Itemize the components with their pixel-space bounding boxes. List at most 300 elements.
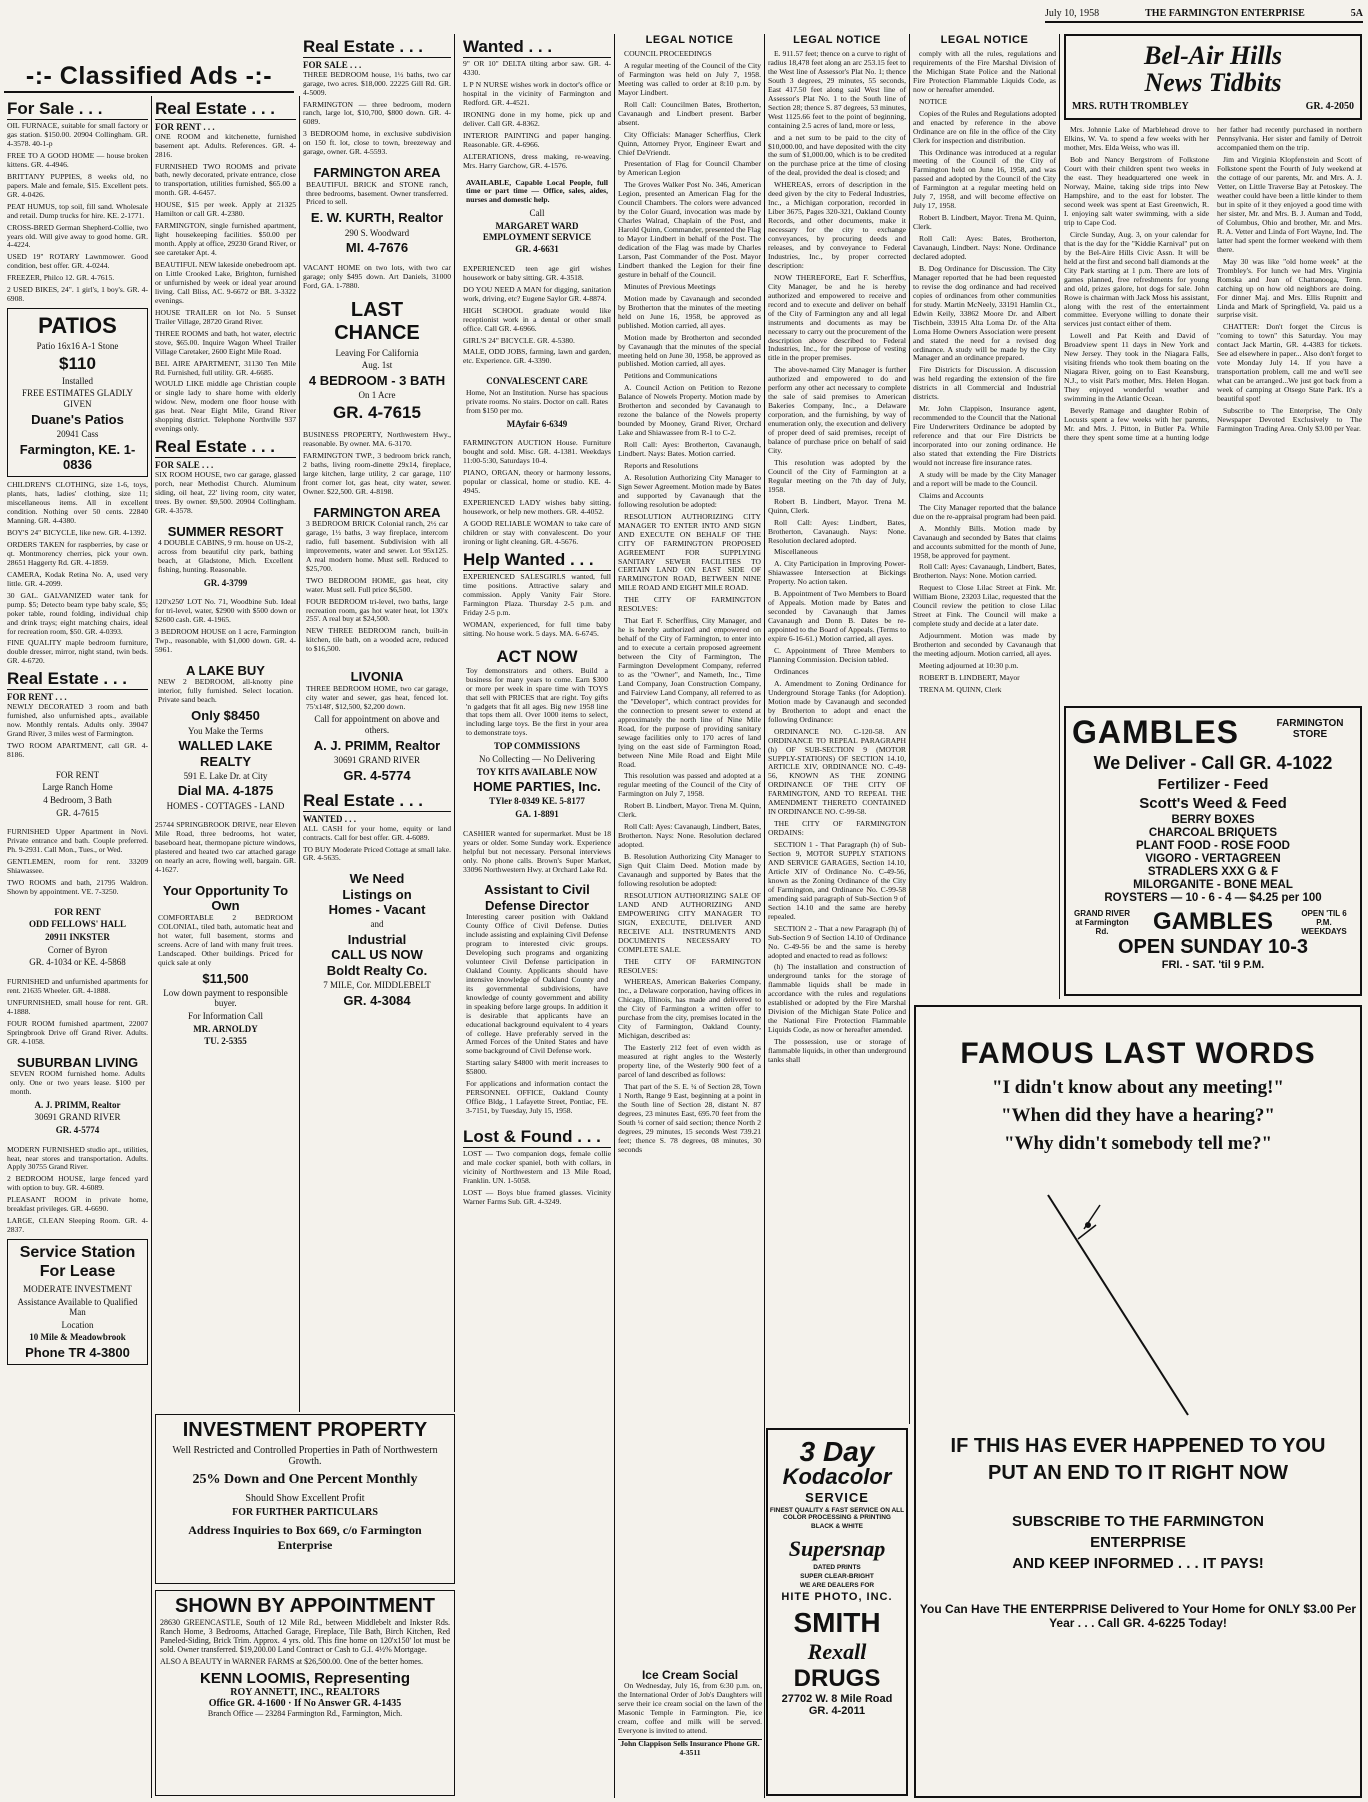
col2-sub: FOR RENT . . . <box>155 122 215 133</box>
col3-wanted-heading: Real Estate . . . <box>303 791 451 812</box>
paragraph: Circle Sunday, Aug. 3, on your calendar for that is the day for the "Kiddie Karnival" put on by the Bel-Aire Hills Civic Assn. It will be held at the first and second ball diamonds at the City Park starting at 1 p.m. There are lots of games planned, free refreshments for young and old, prizes galore, hot dogs for sale. John Rowe is chairman with Jack Moss his assistant, along with the rest of the entertainment committee. Everyone willing to donate their services just contact either of them. <box>1064 229 1209 329</box>
paragraph: Fire Districts for Discussion. A discussion was held regarding the extension of the fire districts in all Commercial and Industrial districts. <box>913 365 1056 402</box>
suburban-living-ad <box>7 1051 148 1142</box>
legal-heading-3: LEGAL NOTICE <box>940 34 1029 46</box>
classified-ad: FARMINGTON TWP., 3 bedroom brick ranch, 2 baths, living room-dinette 29x14, fireplace, large kitchen, large utility, 2 car garage, 110' front corner lot, gas heat, city water, sewer. Owner. $22,500. GR. 4-8198. <box>303 450 451 496</box>
act-heading: ACT NOW <box>496 646 578 666</box>
livonia-body: THREE BEDROOM HOME, two car garage, city water and sewer, gas heat, fenced lot. 75'x148', $12,500, $2,200 down. <box>306 683 448 711</box>
smith-name: SMITH <box>793 1607 881 1638</box>
kodak-clear: SUPER CLEAR-BRIGHT <box>800 1573 874 1580</box>
showby-office: Office GR. 4-1600 · If No Answer GR. 4-1435 <box>208 1698 402 1709</box>
suburban-body: SEVEN ROOM furnished home. Adults only. One or two years lease. $100 per month. <box>10 1068 145 1096</box>
showby-branch: Branch Office — 23284 Farmington Rd., Farmington, Mich. <box>207 1709 403 1718</box>
livonia-ad <box>303 665 451 787</box>
classified-ad: CASHIER wanted for supermarket. Must be 18 years or older. Some Sunday work. Experience helpful but not necessary. Personal interviews only. No phone calls. Brown's Super Market, 33096 Northwestern Hwy. at Orchard Lake Rd. <box>463 828 611 874</box>
convalescent-care-ad <box>463 370 611 435</box>
area1-heading: FARMINGTON AREA <box>313 165 441 181</box>
classified-ad: USED 19" ROTARY Lawnmower. Good condition, best offer. GR. 4-0244. <box>7 252 148 271</box>
bel-air-title2: News Tidbits <box>1144 68 1282 98</box>
paragraph: The above-named City Manager is further authorized and empowered to do and perform any other act necessary to complete the sale of said premises to American Bakeries Company, Inc., a Delaware corporation, and the furnishing, by way of enumeration only, the execution and delivery of proper deed of said premises, receipt of balance of purchase price on behalf of said City. <box>768 365 906 455</box>
bel-air-title1: Bel-Air Hills <box>1144 41 1282 70</box>
gambles-loc: GRAND RIVER at Farmington Rd. <box>1073 908 1130 936</box>
livonia-l1: Call for appointment on above and others. <box>314 714 440 736</box>
gambles-logo: GAMBLES <box>1072 714 1239 750</box>
kodak-kodacolor: Kodacolor <box>782 1464 892 1489</box>
column-4 <box>460 34 615 1798</box>
chance-l4: On 1 Acre <box>358 390 396 401</box>
classified-ad: ALTERATIONS, dress making, re-weaving. Mrs. Harry Garchow, GR. 4-1576. <box>463 151 611 170</box>
service-l3: Location <box>61 1319 94 1330</box>
listings-l2: Listings on <box>342 886 412 902</box>
paragraph: CHATTER: Don't forget the Circus is "coming to town" this Saturday. You may contact Jack Martin, GR. 4-4383 for tickets. See ad elsewhere in paper... Also don't forget to vote Monday July 14. If you have a transportation problem, call me and we'll see what can be arranged...We just got back from a week of camping at Otsego State Park. It's a beautiful spot! <box>1217 322 1362 404</box>
famous-fine: You Can Have THE ENTERPRISE Delivered to Your Home for ONLY $3.00 Per Year . . . Call GR. 4-6225 Today! <box>919 1602 1357 1630</box>
service-l1: MODERATE INVESTMENT <box>23 1283 132 1294</box>
classified-ad: CHILDREN'S CLOTHING, size 1-6, toys, plants, hats, ladies' clothing, size 11; miscellaneous items. All in excellent condition. Nothing over 50 cents. 22840 Manning. GR. 4-4380. <box>7 480 148 526</box>
rent-ads <box>7 703 148 760</box>
famous-last-words-ad <box>914 1005 1362 1798</box>
famous-q3: "Why didn't somebody tell me?" <box>1003 1133 1273 1154</box>
act-body: Toy demonstrators and others. Build a business for many years to come. Earn $300 or more per week in spare time with TOYS that sell with PRICES that are right. Toy gifts 'n gadgets that fit all ages. Big new 1958 line that tops them all. Over 1000 items to select, including large toys. Be the first in your area to demonstrate toys. <box>466 665 608 738</box>
opp-heading: Your Opportunity To Own <box>162 883 289 914</box>
classified-ad: FREEZER, Philco 12. GR. 4-7615. <box>7 273 115 283</box>
hall-l5: GR. 4-1034 or KE. 4-5868 <box>29 957 126 968</box>
for-sale-ads-2 <box>7 481 148 666</box>
listings-l5: Industrial <box>347 932 407 948</box>
listings-l1: We Need <box>349 871 405 887</box>
classified-ad: 120'x250' LOT No. 71, Woodbine Sub. Ideal for tri-level, water, $2900 with $500 down or $2600 cash. GR. 4-1965. <box>155 597 296 625</box>
opp-body: COMFORTABLE 2 BEDROOM COLONIAL, tiled bath, automatic heat and hot water, full basement, storms and screens. Acre of land with many fruit trees. Landscaped. Other buildings. Priced for quick sale at only <box>158 912 293 967</box>
patios-price: $110 <box>59 353 96 373</box>
area1-phone: MI. 4-7676 <box>345 240 409 256</box>
legal-column-2 <box>765 34 910 1424</box>
col3-ads-3 <box>303 431 451 497</box>
classified-ad: OIL FURNACE, suitable for small factory or gas station. $150.00. 20904 Collingham. GR. 4-3578. 40-1-p <box>7 121 148 148</box>
paragraph: This resolution was passed and adopted at a regular meeting of the Council of the City of Farmington on July 7, 1958. <box>618 771 761 799</box>
patios-estimates: FREE ESTIMATES GLADLY GIVEN <box>21 388 134 410</box>
paragraph: A. Amendment to Zoning Ordinance for Underground Storage Tanks (for Adoption). Motion made by Cavanaugh and seconded by Brotherton to adopt and enact the following Ordinance: <box>768 678 906 724</box>
lake-l2: HOMES - COTTAGES - LAND <box>166 800 285 811</box>
legal-text-1 <box>618 50 761 1155</box>
col2-sale-ads-3 <box>155 821 296 875</box>
lake-name: WALLED LAKE REALTY <box>178 738 273 769</box>
gambles-store: FARMINGTON STORE <box>1276 718 1344 740</box>
gambles-ad <box>1064 706 1362 996</box>
paragraph: SECTION 2 - That a new Paragraph (h) of Sub-Section 9 of Section 14.10 of Ordinance No. C-49-56 be and the same is hereby adopted and enacted to read as follows: <box>768 923 906 960</box>
classified-ad: LOST — Two companion dogs, female collie and male cocker spaniel, both with collars, in vicinity of Northwestern and 13 Mile Road, Franklin. UN. 1-5058. <box>463 1149 611 1185</box>
gambles-list <box>1072 814 1354 904</box>
paragraph: THE CITY OF FARMINGTON RESOLVES: <box>618 956 761 975</box>
classified-ad: GIRL'S 24" BICYCLE. GR. 4-5380. <box>463 335 575 345</box>
area2-body: 3 BEDROOM BRICK Colonial ranch, 2½ car garage, 1½ baths, 3 way fireplace, intercom radio, full basement. Subdivision with all improvements, water and sewer. Lot 95x125. A real modern home. Must sell. Reduced to $25,700. <box>306 518 448 573</box>
paragraph: WHEREAS, American Bakeries Company, Inc., a Delaware corporation, having offices in Chicago, Illinois, has made and delivered to the City of Farmington a written offer to purchase from the city, premises located in the City of Farmington, Oakland County, Michigan, described as: <box>618 977 761 1041</box>
civil-body: Interesting career position with Oakland County Office of Civil Defense. Duties include assisting and explaining Civil Defense program to interested civic groups. Developing such programs and organizing volunteer Civil Defense participation in Oakland County. Applicants should have intensive knowledge of Oakland County and its governmental subdivisions, have knowledge of county government and ability in speaking before large groups. In addition it is desirable that applicants have an educational background equivalent to 4 years of college. Have preferably served in the Armed Forces of the United States and have some background of Civil Defense work. <box>466 912 608 1056</box>
service-l4: 10 Mile & Meadowbrook <box>29 1332 126 1343</box>
paragraph: NOTICE <box>919 96 947 106</box>
civil-defense-ad <box>463 878 611 1123</box>
classified-ad: FARMINGTON, single furnished apartment, light housekeeping facilities. $50.00 per month. Apply at office, 29230 Grand River, or see caretaker Apt. 4. <box>155 221 296 258</box>
area2-b3: FOUR BEDROOM tri-level, two baths, large recreation room, gas hot water heat, lot 130'x 255'. A real buy at $24,500. <box>306 596 448 624</box>
classified-ad: FURNISHED TWO ROOMS and private bath, newly decorated, private entrance, close to transportation, utilities furnished, $65.00 a month. GR. 4-6457. <box>155 161 296 198</box>
paragraph: Roll Call: Ayes: Bates, Brotherton, Cavanaugh, Lindbert. Nays: None. Ordinance declared adopted. <box>913 234 1056 261</box>
famous-sub2: ENTERPRISE <box>1090 1534 1186 1551</box>
conv-phone: MAyfair 6-6349 <box>506 418 568 429</box>
lake-heading: A LAKE BUY <box>186 663 265 679</box>
classified-ad: MALE, ODD JOBS, farming, lawn and garden, etc. Experience. GR. 4-3390. <box>463 347 611 366</box>
classified-ad: THREE BEDROOM house, 1½ baths, two car garage, two acres. $18,000. 22225 Gill Rd. GR. 4-5009. <box>303 69 451 97</box>
col3-heading: Real Estate . . . <box>303 37 451 58</box>
paragraph: TRENA M. QUINN, Clerk <box>919 684 1002 694</box>
area2-b4: NEW THREE BEDROOM ranch, built-in kitchen, tile bath, on a wooded acre, reduced to $16,500. <box>306 626 448 654</box>
opp-l2: For Information Call <box>188 1011 263 1022</box>
bel-air-news <box>1064 34 1362 694</box>
invest-l3: Should Show Excellent Profit <box>245 1493 365 1504</box>
paragraph: This resolution was adopted by the Council of the City of Farmington at a Regular meeting on the 7th day of July, 1958. <box>768 457 906 494</box>
gambles-l2: Scott's Weed & Feed <box>1139 795 1287 812</box>
gambles-sunday: OPEN SUNDAY 10-3 <box>1117 936 1309 958</box>
legal-heading-1: LEGAL NOTICE <box>645 34 734 46</box>
classified-ad: 9" OR 10" DELTA tilting arbor saw. GR. 4-4330. <box>463 59 611 77</box>
paragraph: Robert B. Lindbert, Mayor. Trena M. Quinn, Clerk. <box>768 496 906 515</box>
falling-man-illustration <box>1008 1165 1268 1425</box>
column-1 <box>4 96 152 1798</box>
ice-cream-social <box>615 1668 765 1798</box>
help-wanted-ads <box>463 573 611 639</box>
classified-ad: INTERIOR PAINTING and paper hanging. Reasonable. GR. 4-6966. <box>463 130 611 149</box>
classified-ad: WOMAN, experienced, for full time baby sitting. No house work. 5 days. MA. 6-6745. <box>463 619 611 638</box>
kodak-3day: 3 Day <box>799 1436 875 1467</box>
paragraph: B. Resolution Authorizing City Manager to Sign Quit Claim Deed. Motion made by Cavanaugh and supported by Bates that the following resolution be adopted: <box>618 852 761 888</box>
listings-name: Boldt Realty Co. <box>326 962 428 978</box>
patios-phone: Farmington, KE. 1-0836 <box>19 441 136 472</box>
bel-air-title-box <box>1064 34 1362 120</box>
classified-ad: NEWLY DECORATED 3 room and bath furnished, also unfurnished apts., available now. Monthly rentals. Adults only. 39047 Grand River, 3 miles west of Farmington. <box>7 702 148 738</box>
classified-ad: FREE TO A GOOD HOME — house broken kittens. GR. 4-4946. <box>7 150 148 169</box>
agency-call: Call <box>529 208 545 219</box>
rent-ranch-l3: 4 Bedroom, 3 Bath <box>43 794 112 805</box>
classified-ad: BUSINESS PROPERTY, Northwestern Hwy., reasonable. By owner. MA. 6-3170. <box>303 429 451 448</box>
investment-property-ad <box>155 1414 455 1584</box>
legal-text-3 <box>913 50 1056 695</box>
resort-body: 4 DOUBLE CABINS, 9 rm. house on US-2, across from beautiful city park, bathing beach, at Gladstone, Mich. Excellent fishing, hunting. Reasonable. <box>158 537 294 574</box>
paragraph: Presentation of Flag for Council Chamber by American Legion <box>618 159 761 178</box>
chance-l1: Leaving For California <box>335 347 419 358</box>
lake-body: NEW 2 BEDROOM, all-knotty pine interior, fully furnished. Select location. Private sand beach. <box>158 677 293 705</box>
classified-ad: SIX ROOM HOUSE, two car garage, glassed porch, near Methodist Church. Aluminum siding, oil heat, 22' living room, city water, trees. By owner. $9,500. 20904 Collingham. GR. 4-3578. <box>155 469 296 515</box>
rent-ranch-l4: GR. 4-7615 <box>56 807 99 818</box>
showby-body: 28630 GREENCASTLE, South of 12 Mile Rd., between Middlebelt and Inkster Rds. Ranch Home, 3 Bedrooms, Attached Garage, Fireplace, Tile Bath, Birch Kitchen, Red Paneled-Siding, Brick Trim. Approx. 4 yrs. old. This fine home on 120'x150' lot must be sold. Owner transferred. $19,200.00 Land Contract or Cash to G.I. 4½% Mortgage. <box>160 1618 450 1654</box>
act-name: HOME PARTIES, Inc. <box>473 779 601 795</box>
classified-ad: FURNISHED and unfurnished apartments for rent. 21635 Wheeler. GR. 4-1888. <box>7 976 148 995</box>
gambles-hours: OPEN 'TIL 6 P.M. WEEKDAYS <box>1301 908 1347 936</box>
paragraph: City Officials: Manager Scherffius, Clerk Quinn, Attorney Pryor, Engineer Ewart and Chief DeVriendt. <box>618 129 761 157</box>
classified-ad: TO BUY Moderate Priced Cottage at small lake. GR. 4-5635. <box>303 844 451 863</box>
lake-price: Only $8450 <box>191 708 260 724</box>
col2-sale-heading: Real Estate . . . <box>155 437 296 458</box>
gambles-fri: FRI. - SAT. 'til 9 P.M. <box>1161 959 1265 971</box>
paragraph: The Easterly 212 feet of even width as measured at right angles to the Westerly property line, of the Westerly 900 feet of a parcel of land described as follows: <box>618 1043 761 1079</box>
suburban-heading: SUBURBAN LIVING <box>16 1054 139 1070</box>
classified-ad: 25744 SPRINGBROOK DRIVE, near Eleven Mile Road, three bedrooms, hot water, baseboard heat, thermopane picture windows, plastered and heated two car attached garage on nearly an acre, flowing well, bargain. GR. 4-1627. <box>155 820 296 875</box>
listings-l4: and <box>370 919 384 930</box>
livonia-phone: GR. 4-5774 <box>343 767 411 783</box>
paragraph: Subscribe to The Enterprise, The Only Newspaper Devoted Exclusively to The Farmington Trading Area. Only $3.00 per Year. <box>1217 405 1362 433</box>
service-phone: Phone TR 4-3800 <box>25 1344 130 1360</box>
bel-air-author: MRS. RUTH TROMBLEY <box>1072 100 1189 112</box>
wanted-ads-3 <box>463 439 611 546</box>
kodacolor-smith-drugs-ad <box>766 1428 908 1796</box>
opp-phone: TU. 2-5355 <box>204 1036 247 1047</box>
act-phone: TYler 8-0349 KE. 5-8177 <box>489 796 585 807</box>
classified-ad: ALL CASH for your home, equity or land contracts. Call for best offer. GR. 4-6089. <box>303 823 451 842</box>
chance-l3: 4 BEDROOM - 3 BATH <box>308 372 446 388</box>
service-hd1: Service Station <box>19 1244 136 1262</box>
service-hd2: For Lease <box>39 1263 116 1281</box>
gambles-list-item: ROYSTERS — 10 - 6 - 4 — $4.25 per 100 <box>1104 892 1322 904</box>
invest-l5: Address Inquiries to Box 669, c/o Farmington Enterprise <box>188 1523 422 1552</box>
lake-buy-ad <box>155 659 296 817</box>
classified-ad: 2 USED BIKES, 24". 1 girl's, 1 boy's. GR. 4-6908. <box>7 285 148 304</box>
area2-heading: FARMINGTON AREA <box>313 504 441 520</box>
paragraph: comply with all the rules, regulations and requirements of the Fire Marshal Division of the Michigan State Police and the National Fire Protection Flammable Liquids Code, as now or hereafter amended. <box>913 48 1056 94</box>
rexall-logo: Rexall <box>807 1639 867 1664</box>
resort-heading: SUMMER RESORT <box>167 523 284 539</box>
opp-name: MR. ARNOLDY <box>193 1023 258 1034</box>
gambles-footer <box>1072 908 1354 936</box>
classified-ad: 2 BEDROOM HOUSE, large fenced yard with option to buy. GR. 4-6089. <box>7 1174 148 1193</box>
lost-found-heading: Lost & Found . . . <box>463 1127 611 1148</box>
patios-line: Patio 16x16 A-1 Stone <box>36 341 119 352</box>
paragraph: Ordinances <box>774 666 809 676</box>
patios-heading: PATIOS <box>38 313 117 339</box>
paragraph: The Groves Walker Post No. 346, American Legion, presented an American Flag for the Council Chambers. The colors were advanced by the Color Guard, invocation was made by Charles Walrad, Chaplain of the Post, and Harold Quinn, Commander, presented the Flag to Mayor Lindbert in behalf of the Post. The dedication of the Flag was made by Charles Larson, Past Commander of the Post. Mayor Lindbert thanked the Legion for their fine gesture in behalf of the Council. <box>618 180 761 279</box>
rent-ranch-ad <box>7 764 148 824</box>
classified-ad: TWO ROOM APARTMENT, call GR. 4-8186. <box>7 740 148 759</box>
civil-l2: For applications and information contact the PERSONNEL OFFICE, Oakland County Office Bldg., 1 Lafayette Street, Pontiac, FE. 3-7151, by Tuesday, July 15, 1958. <box>466 1079 608 1116</box>
paragraph: Miscellaneous <box>774 547 818 557</box>
wanted-heading: Wanted . . . <box>463 37 611 58</box>
invest-l1: Well Restricted and Controlled Properties in Path of Northwestern Growth. <box>172 1445 438 1467</box>
classified-ad: PLEASANT ROOM in private home, breakfast privileges. GR. 4-6690. <box>7 1195 148 1214</box>
paragraph: NOW THEREFORE, Earl F. Scherffius, City Manager, be and he is hereby authorized and empowered to receive and record and to execute and deliver on behalf of the City of Farmington any and all legal instruments and documents as may be necessary to carry out the procurement of the description above described to Federal Industries, Inc., for the purpose of vesting title in the proper premises. <box>768 272 906 363</box>
paragraph: C. Appointment of Three Members to Planning Commission. Decision tabled. <box>768 646 906 664</box>
employment-service-ad <box>463 175 611 261</box>
classified-ad: THREE ROOMS and bath, hot water, electric stove, $65.00. Inquire Wagon Wheel Trailer Village Caretaker, 2600 Eight Mile Road. <box>155 328 296 356</box>
classified-ad: FARMINGTON — three bedroom, modern ranch, large lot, $10,700, $800 down. GR. 4-6089. <box>303 99 451 127</box>
paragraph: THE CITY OF FARMINGTON RESOLVES: <box>618 595 761 614</box>
opp-l1: Low down payment to responsible buyer. <box>163 987 288 1009</box>
bel-air-body <box>1064 126 1362 442</box>
legal-heading-2: LEGAL NOTICE <box>793 34 881 46</box>
classified-ad: 3 BEDROOM home, in exclusive subdivision on 150 ft. lot, close to town, breezeway and garage, owner. GR. 4-5593. <box>303 129 451 157</box>
opp-price: $11,500 <box>202 970 249 986</box>
livonia-name: A. J. PRIMM, Realtor <box>313 737 441 753</box>
paragraph: The possession, use or storage of flammable liquids, in other than underground tanks shall <box>768 1037 906 1064</box>
col3-ads-2 <box>303 264 451 291</box>
lake-addr: 591 E. Lake Dr. at City <box>183 770 268 781</box>
showby-l2: ALSO A BEAUTY in WARNER FARMS at $26,500.00. One of the better homes. <box>160 1657 423 1666</box>
lake-terms: You Make the Terms <box>187 725 264 736</box>
classified-ad: MODERN FURNISHED studio apt., utilities, heat, near stores and transportation. Adults. Apply 30755 Grand River. <box>7 1144 148 1172</box>
area1-body: BEAUTIFUL BRICK and STONE ranch, three bedrooms, basement. Owner transferred. Priced to sell. <box>306 179 448 207</box>
classified-ad: CROSS-BRED German Shepherd-Collie, two years old. Will give away to good home. GR. 4-4224. <box>7 222 148 250</box>
classified-ad: DO YOU NEED A MAN for digging, sanitation work, driving, etc? Eugene Saylor GR. 4-8874. <box>463 284 611 303</box>
paragraph: Bob and Nancy Bergstrom of Folkstone Court with their children spent two weeks in the east. They headquartered one week in Norway, Maine, taking side trips into New Hampshire, and to the east for lobster. The second week was spent at East Greenwich, R. I. enjoying salt water swimming, with a side trip to Cape Cod. <box>1064 155 1209 227</box>
paragraph: A. Resolution Authorizing City Manager to Sign Sewer Agreement. Motion made by Bates and supported by Cavanaugh that the following resolution be adopted: <box>618 472 761 509</box>
act-l2: No Collecting — No Delivering <box>479 753 595 764</box>
paragraph: and a net sum to be paid to the city of $10,000.00, and have deposited with the city the sum of $1,000.00, which is to be credited on the purchase price at the time of closing of the deal, provided the deal is closed; and <box>768 132 906 178</box>
famous-cta2: PUT AN END TO IT RIGHT NOW <box>988 1462 1288 1484</box>
for-sale-ads <box>7 122 148 304</box>
agency-phone: GR. 4-6631 <box>515 244 559 255</box>
paragraph: WHEREAS, errors of description in the deed given by the city to Federal Industries, Inc., a Michigan corporation, recorded in Liber 3675, Pages 320-321, Oakland County Records, and other documents, make it necessary for the city to exchange conveyances, by procuring deeds and releases, and by conveyance to Federal Industries, Inc., by proper corrected description: <box>768 180 906 270</box>
service-station-ad <box>7 1239 148 1365</box>
col2-heading: Real Estate . . . <box>155 99 296 120</box>
invest-heading: INVESTMENT PROPERTY <box>182 1419 428 1441</box>
col2-sale-ads-2 <box>155 598 296 655</box>
kodak-dealers: WE ARE DEALERS FOR <box>799 1582 875 1589</box>
paragraph: Claims and Accounts <box>919 490 984 500</box>
drugs-label: DRUGS <box>793 1665 881 1692</box>
act-l1: TOP COMMISSIONS <box>493 741 581 752</box>
kodak-dated: DATED PRINTS <box>813 1564 861 1571</box>
classified-ad: HOUSE, $15 per week. Apply at 21325 Hamilton or call GR. 4-2380. <box>155 200 296 219</box>
classified-ad: TWO ROOMS and bath, 21795 Waldron. Shown by appointment. VE. 7-3250. <box>7 877 148 896</box>
suburban-addr: 30691 GRAND RIVER <box>34 1112 121 1123</box>
legal-text-2 <box>768 50 906 1065</box>
classified-ad: PIANO, ORGAN, theory or harmony lessons, popular or classical, home or studio. KE. 4-4945. <box>463 468 611 496</box>
paragraph: ROBERT B. LINDBERT, Mayor <box>919 672 1020 682</box>
paragraph: SECTION 1 - That Paragraph (h) of Sub-Section 9, MOTOR SUPPLY STATIONS AND SERVICE GARAGES, Section 14.10, Article XIV of Ordinance No. C-49-56, known as the Zoning Ordinance of the City of Farmington, and Ordinance No. C-99-58 amending said paragraph of Sub-Section 9 of Section 14.10 and the same are hereby repealed. <box>768 840 906 921</box>
kodak-hite: HITE PHOTO, INC. <box>781 1591 893 1603</box>
re-rent-heading: Real Estate . . . <box>7 669 148 690</box>
hall-l2: ODD FELLOWS' HALL <box>28 919 127 930</box>
invest-l4: FOR FURTHER PARTICULARS <box>232 1507 378 1518</box>
paragraph: A. Monthly Bills. Motion made by Cavanaugh and seconded by Bates that claims and accounts submitted for the month of June, 1958, be approved for payment. <box>913 523 1056 560</box>
paragraph: Roll Call: Ayes: Brotherton, Cavanaugh, Lindbert. Nays: Bates. Motion carried. <box>618 440 761 459</box>
classified-ad: ONE ROOM and kitchenette, furnished basement apt. Adults. References. GR. 4-2816. <box>155 131 296 159</box>
rent-ranch-l1: FOR RENT <box>55 769 100 780</box>
classified-ad: CAMERA, Kodak Retina No. A, used very little. GR. 4-2099. <box>7 569 148 588</box>
smith-phone: GR. 4-2011 <box>808 1705 866 1717</box>
paragraph: Roll Call: Ayes: Cavanaugh, Lindbert, Bates, Brotherton. Nays: None. Resolution declared adopted. <box>618 822 761 850</box>
farmington-area-ad-1 <box>303 161 451 259</box>
last-chance-ad <box>303 295 451 427</box>
hall-l4: Corner of Byron <box>47 944 108 955</box>
patios-name: Duane's Patios <box>31 411 124 427</box>
listings-l3: Homes - Vacant <box>328 902 426 918</box>
legal-column-1 <box>615 34 765 1798</box>
masthead-paper: THE FARMINGTON ENTERPRISE <box>1145 8 1305 19</box>
lost-found-ads <box>463 1150 611 1207</box>
act-l3: TOY KITS AVAILABLE NOW <box>476 766 598 777</box>
icecream-body: On Wednesday, July 16, from 6:30 p.m. on, the International Order of Job's Daughters will serve their ice cream social on the lawn of the Masonic Temple in Farmington. Pie, ice cream, coffee and milk will be served. Everyone is invited to attend. <box>618 1681 762 1735</box>
gambles-list-item: STRADLERS XXX G & F <box>1147 866 1279 878</box>
classified-ad: A GOOD RELIABLE WOMAN to take care of children or stay with convalescent. Do your ironing or light cleaning. GR. 4-5676. <box>463 519 611 546</box>
paragraph: Jim and Virginia Klopfenstein and Scott of Folkstone spent the Fourth of July weekend at the cottage of our parents, Mr. and Mrs. A. J. Vetter, on Little Traverse Bay at Petoskey. The weather could have been a little kinder to them but in spite of it they enjoyed a good time with her sister, Mr. and Mrs. B. J. Auman and Todd, of Columbus, Ohio and brother, Mr. and Mrs. R. A. Vetter and Linda of Fort Wayne, Ind. The latter had spent the former weekend with them there. <box>1217 155 1362 254</box>
famous-title: FAMOUS LAST WORDS <box>960 1037 1316 1070</box>
col2-sale-ads <box>155 471 296 516</box>
paragraph: B. Appointment of Two Members to Board of Appeals. Motion made by Bates and seconded by Cavanaugh that James Cavanaugh and Donn B. Dates be re-appointed to the Board of Appeals. (Terms to expire 6-16-61.) Motion carried, all ayes. <box>768 589 906 644</box>
classified-ad: BOY'S 24" BICYCLE, like new. GR. 4-1392. <box>7 528 147 537</box>
conv-body: Home, Not an Institution. Nurse has spacious private rooms. No stairs. Doctor on call. Rates from $150 per mo. <box>466 387 608 415</box>
classified-ad: L P N NURSE wishes work in doctor's office or hospital in the vicinity of Farmington and Redford. GR. 4-4521. <box>463 79 611 107</box>
re-rent-sub: FOR RENT . . . <box>7 692 67 703</box>
famous-q2: "When did they have a hearing?" <box>1001 1105 1275 1126</box>
paragraph: RESOLUTION AUTHORIZING CITY MANAGER TO ENTER INTO AND SIGN AND EXECUTE ON BEHALF OF THE CITY OF FARMINGTON PROPOSED AGREEMENT FOR SUPPLYING SANITARY SEWER FACILITIES TO CERTAIN LAND ON EAST SIDE OF FARMINGTON ROAD, BETWEEN NINE MILE ROAD AND EIGHT MILE ROAD. <box>618 511 761 593</box>
showby-agent2: ROY ANNETT, INC., REALTORS <box>230 1687 380 1698</box>
paragraph: Mr. John Clappison, Insurance agent, recommended to the Council that the National Fire Underwriters Ordinance be adopted by reference and that our Fire Districts be incorporated into our zoning ordinance. He also stated that extending the Fire Districts would not increase fire insurance rates. <box>913 404 1056 467</box>
paragraph: A. Council Action on Petition to Rezone Balance of Nowels Property. Motion made by Brotherton and seconded by Cavanaugh to rezone the balance of the Nowels property bounded by Mooney, Grand River, Orchard Lake and Shiawassee from R-1 to C-2. <box>618 383 761 438</box>
civil-heading: Assistant to Civil Defense Director <box>484 882 590 913</box>
paragraph: Roll Call: Ayes: Cavanaugh, Lindbert, Bates, Brotherton. Nays: None. Motion carried. <box>913 562 1056 581</box>
paragraph: COUNCIL PROCEEDINGS <box>624 48 712 58</box>
paragraph: RESOLUTION AUTHORIZING SALE OF LAND AND AUTHORIZING AND EMPOWERING CITY MANAGER TO SIGN, EXECUTE, DELIVER AND RECEIVE ALL INSTRUMENTS AND DOCUMENTS NECESSARY TO COMPLETE SALE. <box>618 890 761 954</box>
summer-resort-ad <box>155 520 296 595</box>
famous-cta1: IF THIS HAS EVER HAPPENED TO YOU <box>950 1435 1326 1457</box>
suburban-name: A. J. PRIMM, Realtor <box>34 1099 121 1110</box>
famous-q1: "I didn't know about any meeting!" <box>992 1077 1284 1098</box>
paragraph: Lowell and Pat Keith and David of Broadview spent 11 days in New York and New Jersey. They took in the Niagara Falls, visiting friends who took them boating on the Niagara River, going on to East Keansburg, N.J., to visit Pat's mother, Mrs. Helen Hogan. They enjoyed wonderful weather and swimming in the Atlantic Ocean. <box>1064 331 1209 404</box>
service-l2: Assistance Available to Qualified Man <box>17 1296 138 1318</box>
classified-ad: VACANT HOME on two lots, with two car garage; only $495 down. Art Daniels, 31000 Ford, GA. 1-7880. <box>303 262 451 290</box>
classified-ad: FARMINGTON AUCTION House. Furniture bought and sold. Misc. GR. 4-1381. Weekdays 11:00-5:30, Saturdays 10-4. <box>463 438 611 466</box>
legal-column-3 <box>910 34 1060 999</box>
wanted-ads-2 <box>463 265 611 367</box>
classified-ad: 3 BEDROOM HOUSE on 1 acre, Farmington Twp., reasonable, with $1,000 down. GR. 4-5961. <box>155 627 296 655</box>
paragraph: E. 911.57 feet; thence on a curve to right of radius 18,478 feet along an arc 253.15 feet to the West line of Assessor's Plat No. 1; thence South 3 degrees, 29 minutes, 55 seconds, East 417.50 feet along said West line of Assessor's Plat No. 1 to the South line of Section 28; thence S. 87 degrees, 53 minutes, West 1125.66 feet to the point of beginning, containing 2.5 acres of land, more or less, <box>768 48 906 130</box>
column-2 <box>152 96 300 1412</box>
classified-ad: FURNISHED Upper Apartment in Novi. Private entrance and bath. Couple preferred. Ph. 9-2931. Call Mon., Tues., or Wed. <box>7 827 148 855</box>
area1-name: E. W. KURTH, Realtor <box>310 210 444 226</box>
classified-ad: IRONING done in my home, pick up and deliver. Call GR. 4-8362. <box>463 109 611 128</box>
classified-ad: BEL AIRE APARTMENT, 31130 Ten Mile Rd. Furnished, full utility. GR. 4-6685. <box>155 358 296 377</box>
masthead-page: 5A <box>1350 8 1363 19</box>
paragraph: Mrs. Johnnie Lake of Marblehead drove to Elkins, W. Va. to spend a few weeks with her mother, Mrs. Elda Weiss, who was ill. <box>1064 125 1209 153</box>
col3-ads <box>303 71 451 158</box>
gambles-deliver: We Deliver - Call GR. 4-1022 <box>1093 753 1333 773</box>
classified-ad: BRITTANY PUPPIES, 8 weeks old, no papers. Male and female, $15. Excellent pets. GR. 4-0426. <box>7 171 148 199</box>
classified-ad: WOULD LIKE middle age Christian couple or single lady to share home with elderly widow. New, modern one floor house with gas heat. Near Eight Mile, Grand River shopping district. Telephone Northville 937 evenings only. <box>155 379 296 434</box>
listings-l6: CALL US NOW <box>331 947 423 963</box>
chance-l2: Aug. 1st <box>361 360 393 371</box>
gambles-list-item: BERRY BOXES <box>1171 814 1255 826</box>
col2-rent-ads <box>155 133 296 435</box>
classified-ad: LARGE, CLEAN Sleeping Room. GR. 4-2837. <box>7 1216 148 1235</box>
masthead-date: July 10, 1958 <box>1045 8 1100 19</box>
area1-addr: 290 S. Woodward <box>344 227 410 238</box>
paragraph: THE CITY OF FARMINGTON ORDAINS: <box>768 819 906 838</box>
rent-ads-3 <box>7 978 148 1047</box>
area2-b2: TWO BEDROOM HOME, gas heat, city water. Must sell. Full price $6,500. <box>306 575 448 594</box>
rent-ranch-l2: Large Ranch Home <box>42 782 113 793</box>
act-phone2: GA. 1-8891 <box>515 809 559 820</box>
classified-ad: PEAT HUMUS, top soil, fill sand. Wholesale and retail. Dump trucks for hire. KE. 2-1771. <box>7 201 148 220</box>
bel-air-byline <box>1072 101 1354 113</box>
civil-l1: Starting salary $4800 with merit increases to $5800. <box>466 1058 608 1077</box>
wanted-ads-4 <box>463 830 611 875</box>
chance-heading: LAST CHANCE <box>334 298 420 345</box>
column-3 <box>300 34 455 1412</box>
gambles-list-item: PLANT FOOD - ROSE FOOD <box>1136 840 1290 852</box>
hall-l3: 20911 INKSTER <box>45 932 110 943</box>
classified-ad: EXPERIENCED LADY wishes baby sitting, housework, or help new mothers. GR. 4-4052. <box>463 498 611 517</box>
paragraph: Motion made by Cavanaugh and seconded by Brotherton that the minutes of the meeting held on June 16, 1958, be approved as published. Motion carried, all ayes. <box>618 293 761 330</box>
classified-ad: FOUR ROOM furnished apartment, 22007 Springbrook Drive off Grand River. Adults. GR. 4-1058. <box>7 1018 148 1046</box>
paragraph: That part of the S. E. ¼ of Section 28, Town 1 North, Range 9 East, beginning at a point in the South line of Section 28, distant N. 87 degrees, 23 minutes East, 695.70 feet from the South ¼ corner of said section; thence North 2 degrees, 29 minutes, 15 seconds West 739.21 feet; thence S. 78 degrees, 08 minutes, 30 seconds <box>618 1081 761 1154</box>
patios-ad <box>7 308 148 477</box>
paragraph: Roll Call: Councilmen Bates, Brotherton, Cavanaugh and Lindbert present. Barber absent. <box>618 99 761 127</box>
gambles-logo-2: GAMBLES <box>1153 908 1273 935</box>
